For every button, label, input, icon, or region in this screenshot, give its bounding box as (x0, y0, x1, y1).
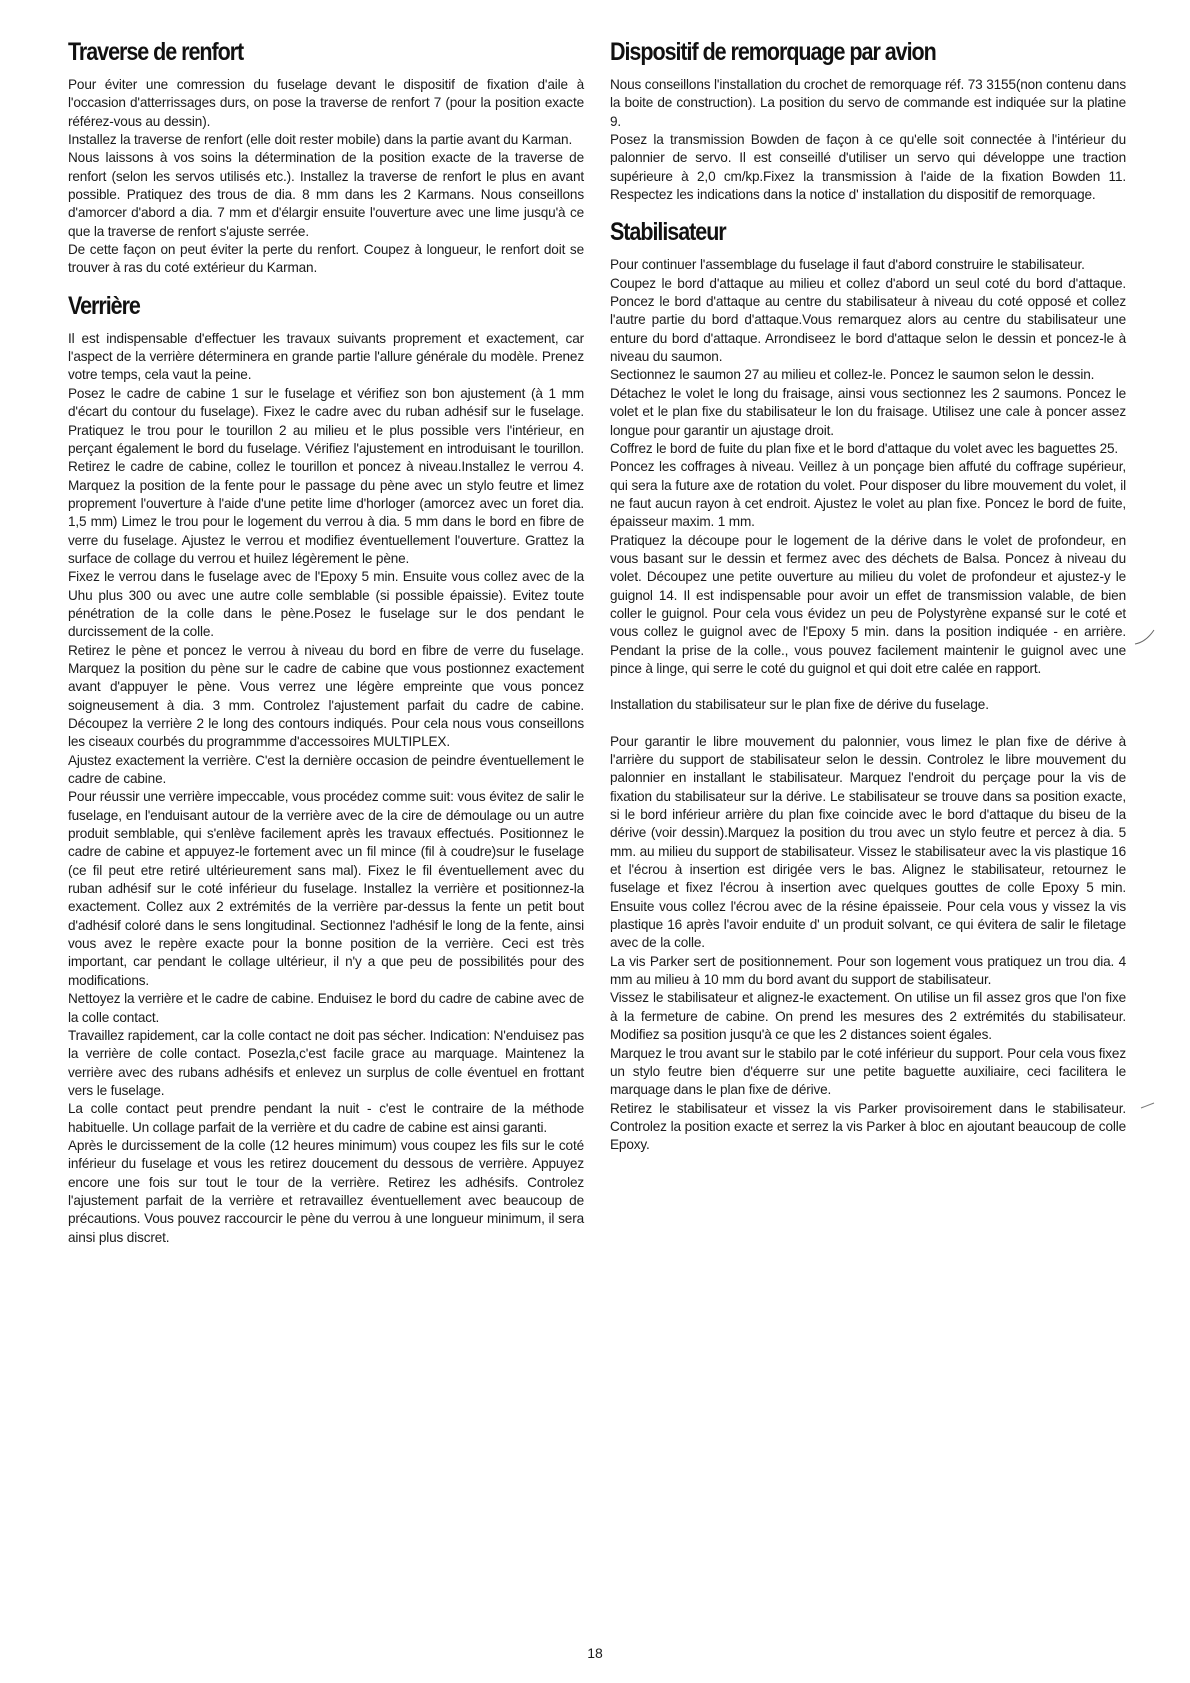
pen-mark-icon (1134, 628, 1156, 646)
paragraph: Pour continuer l'assemblage du fuselage il faut d'abord construire le stabilisateur. (610, 257, 1085, 273)
section-intro: Installation du stabilisateur sur le plan fixe de dérive du fuselage. (610, 697, 989, 713)
pen-mark-icon (1140, 1100, 1156, 1110)
paragraph: La colle contact peut prendre pendant la nuit - c'est le contraire de la méthode habituelle. Un collage parfait de la verrière et du cadre de cabine est ainsi garanti. (68, 1101, 584, 1135)
heading-traverse-de-renfort: Traverse de renfort (68, 38, 244, 66)
paragraph: Poncez les coffrages à niveau. Veillez à un ponçage bien affuté du coffrage supérieur, qui sera la future axe de rotation du volet. Pour disposer du libre mouvement du volet, il ne faut aucun rayon à cet endroit. Ajustez le volet au plan fixe. Poncez le bord de fuite, épaisseur maxim. 1 mm. (610, 459, 1126, 530)
paragraph: Vissez le stabilisateur et alignez-le exactement. On utilise un fil assez gros que l'on fixe à la fermeture de cabine. On prend les mesures des 2 extrémités du stabilisateur. Modifiez sa position jusqu'à ce que les 2 distances soient égales. (610, 990, 1126, 1043)
page-number: 18 (587, 1645, 603, 1661)
paragraph: Coffrez le bord de fuite du plan fixe et le bord d'attaque du volet avec les baguettes 25. (610, 440, 1119, 456)
paragraph: Travaillez rapidement, car la colle contact ne doit pas sécher. Indication: N'enduisez pas la verrière de colle contact. Posezla,c'est facile grace au marquage. Maintenez la verrière avec des rubans adhésifs et enlevez un surplus de colle éventuel en frottant vers le fuselage. (68, 1027, 585, 1098)
paragraph: Détachez le volet le long du fraisage, ainsi vous sectionnez les 2 saumons. Poncez le volet et le plan fixe du stabilisateur le lon du fraisage. Utilisez une cale à poncer assez longue pour garantir un ajustage droit. (610, 385, 1126, 438)
paragraph: Pour garantir le libre mouvement du palonnier, vous limez le plan fixe de dérive à l'arrière du support de stabilisateur selon le dessin. Controlez le libre mouvement du palonnier en installant le stabilisateur. Marquez l'endroit du perçage pour la vis de fixation du stabilisateur sur la dérive. Le stabilisateur se trouve dans sa position exacte, si le bord inférieur arrière du plan fixe coincide avec le bord d'attaque du biseu de la dérive (voir dessin).Marquez la position du trou avec un stylo feutre et percez à dia. 5 mm. au milieu du support de stabilisateur. Vissez le stabilisateur avec la vis plastique 16 et l'écrou à insertion est dirigée vers le bas. Alignez le stabilisateur, retournez le fuselage et fixez l'écrou à insertion avec quelques gouttes de colle Epoxy 5 min. Ensuite vous collez l'écrou avec de la résine épaisseie. Pour cela vous y vissez la vis plastique 16 après l'avoir enduite d' un produit solvant, ce qui évitera de salir le filetage avec de la colle. (610, 733, 1126, 951)
paragraph: Après le durcissement de la colle (12 heures minimum) vous coupez les fils sur le coté inférieur du fuselage et vous les retirez doucement du dessous de verrière. Appuyez encore une fois sur tout le tour de la verrière. Retirez les adhésifs. Controlez l'ajustement parfait de la verrière et retravaillez éventuellement avec beaucoup de précautions. Vous pouvez raccourcir le pène du verrou à une longueur minimum, il sera ainsi plus discret. (68, 1137, 584, 1245)
paragraph: Coupez le bord d'attaque au milieu et collez d'abord un seul coté du bord d'attaque. Poncez le bord d'attaque au centre du stabilisateur à niveau du coté opposé et collez l'autre partie du bord d'attaque.Vous remarquez alors au centre du stabilisateur une enture du bord d'attaque. Arrondiseez le bord d'attaque selon le dessin et poncez-le à niveau du saumon. (610, 275, 1126, 365)
paragraph: Fixez le verrou dans le fuselage avec de l'Epoxy 5 min. Ensuite vous collez avec de la Uhu plus 300 ou avec une autre colle semblable (si possible épaissie). Evitez toute pénétration de la colle dans le pène.Posez le fuselage sur le dos pendant le durcissement de la colle. (68, 569, 584, 640)
heading-dispositif-de-remorquage: Dispositif de remorquage par avion (610, 38, 936, 66)
paragraph: La vis Parker sert de positionnement. Pour son logement vous pratiquez un trou dia. 4 mm au milieu à 10 mm du bord avant du support de stabilisateur. (610, 953, 1126, 988)
left-column (68, 36, 584, 1247)
paragraph: Installez la traverse de renfort (elle doit rester mobile) dans la partie avant du Karman. (68, 132, 573, 148)
paragraph: Retirez le stabilisateur et vissez la vis Parker provisoirement dans le stabilisateur. Controlez la position exacte et serrez la vis Parker à bloc en ajoutant beaucoup de colle Epoxy. (610, 1100, 1126, 1153)
right-column (610, 36, 1126, 1155)
paragraph: Nettoyez la verrière et le cadre de cabine. Enduisez le bord du cadre de cabine avec de la colle contact. (68, 991, 584, 1025)
paragraph: Pour réussir une verrière impeccable, vous procédez comme suit: vous évitez de salir le fuselage, en l'enduisant autour de la verrière avec de la cire de démoulage ou un autre produit semblable, qui s'enlève facilement après les travaux effectués. Positionnez le cadre de cabine et appuyez-le fortement avec un fil mince (fil à coudre)sur le fuselage (ce fil peut etre retiré ultérieurement sans mal). Fixez le fil éventuellement avec du ruban adhésif sur le coté inférieur du fuselage. Installez la verrière et positionnez-la exactement. Collez aux 2 extrémités de la verrière par-dessus la fente un petit bout d'adhésif coloré dans le sens longitudinal. Sectionnez l'adhésif le long de la fente, ainsi vous avez le repère exacte pour la bonne position de la verrière. Ceci est très important, car pendant le collage ultérieur, il n'y a que peu de possibilités pour des modifications. (68, 789, 584, 988)
paragraph: Il est indispensable d'effectuer les travaux suivants proprement et exactement, car l'aspect de la verrière déterminera en grande partie l'allure générale du modèle. Prenez votre temps, cela vaut la peine. (68, 330, 584, 383)
heading-stabilisateur: Stabilisateur (610, 218, 726, 247)
paragraph: Retirez le pène et poncez le verrou à niveau du bord en fibre de verre du fuselage. Marquez la position du pène sur le cadre de cabine que vous postionnez exactement avant d'appuyer le pène. Vous verrez une légère empreinte que vous poncez soigneusement à dia. 3 mm. Controlez l'ajustement parfait du cadre de cabine. Découpez la verrière 2 le long des contours indiqués. Pour cela nous vous conseillons les ciseaux courbés du programmme d'accessoires MULTIPLEX. (68, 642, 584, 750)
paragraph: Nous conseillons l'installation du crochet de remorquage réf. 73 3155(non contenu dans la boite de construction). La position du servo de commande est indiquée sur la platine 9. (610, 77, 1126, 129)
paragraph: Ajustez exactement la verrière. C'est la dernière occasion de peindre éventuellement le cadre de cabine. (68, 752, 584, 787)
heading-verriere: Verrière (68, 291, 140, 320)
paragraph: Pratiquez la découpe pour le logement de la dérive dans le volet de profondeur, en vous basant sur le dessin et fermez avec des déchets de Balsa. Poncez à niveau du volet. Découpez une petite ouverture au milieu du volet de profondeur et ajustez-y le guignol 14. Il est indispensable pour avoir un effet de transmission valable, de bien coller le guignol. Pour cela vous évidez un peu de Polystyrène expansé sur le coté et vous collez le guignol avec de l'Epoxy 5 min. dans la position indiquée - en arrière. Pendant la prise de la colle., vous pouvez facilement maintenir le guignol avec une pince à linge, qui serre le coté du guignol et qui doit etre calée en rapport. (610, 532, 1126, 676)
paragraph: De cette façon on peut éviter la perte du renfort. Coupez à longueur, le renfort doit se trouver à ras du coté extérieur du Karman. (68, 242, 584, 276)
paragraph: Sectionnez le saumon 27 au milieu et collez-le. Poncez le saumon selon le dessin. (610, 367, 1095, 383)
paragraph: Posez la transmission Bowden de façon à ce qu'elle soit connectée à l'intérieur du palonnier de servo. Il est conseillé d'utiliser un servo qui développe une traction supérieure à 2,0 cm/kp.Fixez la transmission à l'aide de la fixation Bowden 11. Respectez les indications dans la notice d' installation du dispositif de remorquage. (610, 132, 1126, 203)
paragraph: Nous laissons à vos soins la détermination de la position exacte de la traverse de renfort (selon les servos utilisés etc.). Installez la traverse de renfort le plus en avant possible. Pratiquez des trous de dia. 8 mm dans les 2 Karmans. Nous conseillons d'amorcer d'abord a dia. 7 mm et d'élargir ensuite l'ouverture avec une lime jusqu'à ce que la traverse de renfort s'ajuste serrée. (68, 150, 584, 239)
paragraph: Marquez le trou avant sur le stabilo par le coté inférieur du support. Pour cela vous fixez un stylo feutre bien d'équerre sur une petite baguette auxiliaire, ceci facilitera le marquage dans le plan fixe de dérive. (610, 1045, 1126, 1098)
paragraph: Pour éviter une comression du fuselage devant le dispositif de fixation d'aile à l'occasion d'atterrissages durs, on pose la traverse de renfort 7 (pour la position exacte référez-vous au dessin). (68, 77, 584, 129)
paragraph: Posez le cadre de cabine 1 sur le fuselage et vérifiez son bon ajustement (à 1 mm d'écart du contour du fuselage). Fixez le cadre avec du ruban adhésif sur le fuselage. Pratiquez le trou pour le tourillon 2 au milieu et le plus possible vers l'intérieur, en perçant également le bord du fuselage. Vérifiez l'ajustement en introduisant le tourillon. Retirez le cadre de cabine, collez le tourillon et poncez à niveau.Installez le verrou 4. Marquez la position de la fente pour le passage du pène avec un stylo feutre et limez proprement l'ouverture à l'aide d'une petite lime d'horloger (amorcez avec un foret dia. 1,5 mm) Limez le trou pour le logement du verrou à dia. 5 mm dans le bord en fibre de verre du fuselage. Ajustez le verrou et modifiez éventuellement l'ouverture. Grattez la surface de collage du verrou et huilez légèrement le pène. (68, 385, 584, 566)
